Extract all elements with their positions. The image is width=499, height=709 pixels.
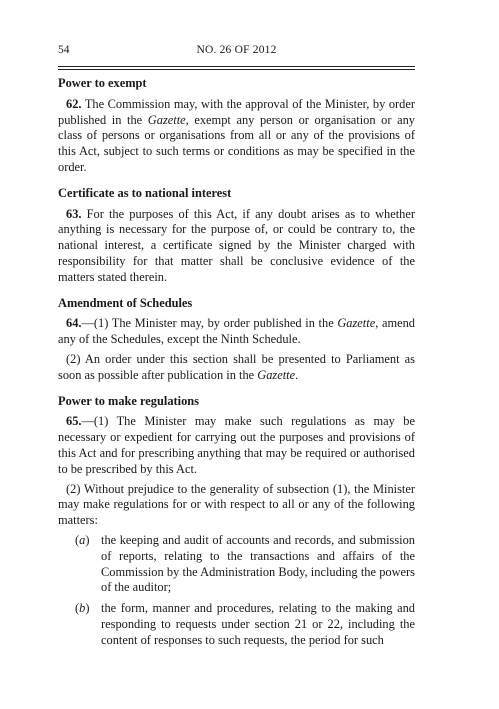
page-content (58, 76, 415, 654)
page-header (58, 44, 415, 58)
act-title: NO. 26 OF 2012 (196, 44, 277, 56)
section-62-text: 62. The Commission may, with the approval of the Minister, by order published in the Gazette, exempt any person or organisation or any class of persons or organisations from all or any of the provisions of this Act, subject to such terms or conditions as may be specified in the order. (58, 96, 415, 174)
section-heading: Amendment of Schedules (58, 295, 193, 310)
item-text: the keeping and audit of accounts and records, and submission of reports, relating to the transactions and affairs of the Commission by the Administration Body, including the powers of the auditor; (101, 532, 415, 595)
section-number: 63. (66, 206, 82, 221)
section-heading: Power to exempt (58, 76, 147, 90)
section-heading: Power to make regulations (58, 393, 199, 408)
section-number: 65. (66, 414, 82, 429)
header-rule-bottom (58, 69, 415, 70)
item-label: (b) (75, 601, 90, 616)
list-item (58, 601, 415, 648)
header-rule-top (58, 66, 415, 67)
section-65-subsection-1: 65.—(1) The Minister may make such regulations as may be necessary or expedient for carrying out the purposes and provisions of this Act and for prescribing anything that may be required or authorised to be prescribed by this Act. (58, 414, 415, 476)
section-65-subsection-2: (2) Without prejudice to the generality of subsection (1), the Minister may make regulations for or with respect to all or any of the following matters: (58, 481, 415, 528)
page-number: 54 (58, 44, 70, 56)
item-text: the form, manner and procedures, relating to the making and responding to requests under section 21 or 22, including the content of responses to such requests, the period for such (101, 601, 415, 647)
section-number: 62. (66, 96, 82, 111)
section-63-text: 63. For the purposes of this Act, if any doubt arises as to whether anything is necessary for the purpose of, or could be contrary to, the national interest, a certificate signed by the Minister charged with responsibility for that matter shall be conclusive evidence of the matters stated therein. (58, 206, 415, 284)
item-label: (a) (75, 532, 90, 547)
section-64-subsection-2: (2) An order under this section shall be presented to Parliament as soon as possible after publication in the Gazette. (58, 351, 415, 382)
list-item (58, 533, 415, 596)
section-heading: Certificate as to national interest (58, 185, 232, 200)
section-number: 64. (66, 316, 82, 331)
section-64-subsection-1: 64.—(1) The Minister may, by order published in the Gazette, amend any of the Schedules, except the Ninth Schedule. (58, 316, 415, 347)
